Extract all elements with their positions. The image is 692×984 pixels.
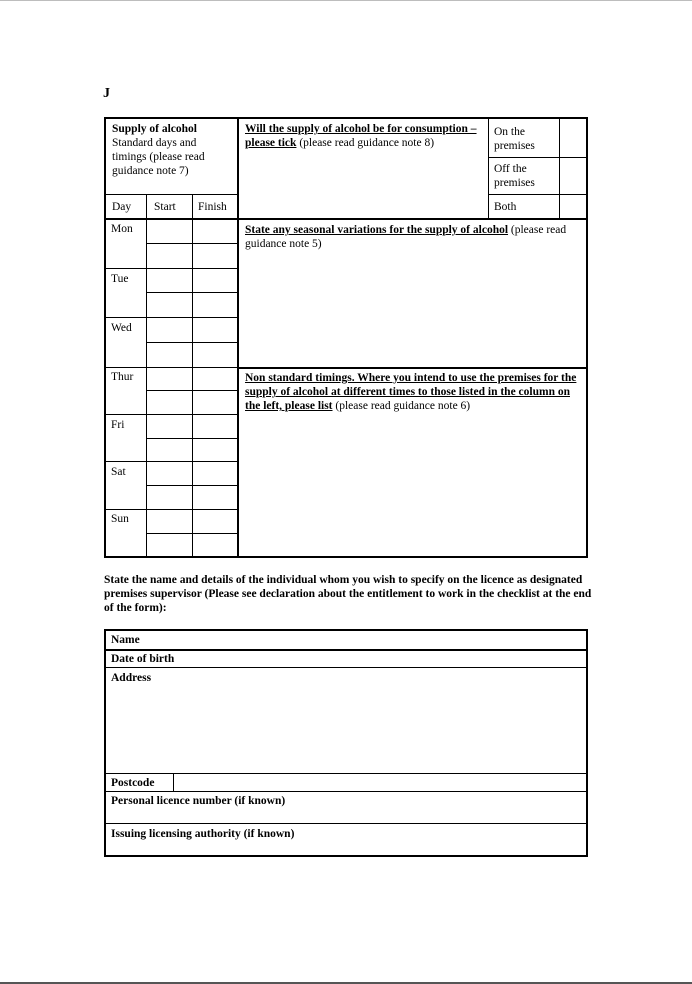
mon-start-cell[interactable] <box>147 220 192 268</box>
option-both-tickbox[interactable] <box>560 195 586 218</box>
header-rule-left <box>104 194 238 195</box>
section-letter: J <box>103 86 110 101</box>
wed-finish-cell[interactable] <box>193 318 237 367</box>
seasonal-variations-bold: State any seasonal variations for the supply of alcohol <box>245 224 509 236</box>
dps-rule <box>104 823 588 824</box>
table-border-top <box>104 117 588 119</box>
table-border-bottom <box>104 556 588 558</box>
name-label: Name <box>111 634 140 646</box>
seasonal-variations-note: (please read guidance note 5) <box>245 224 567 250</box>
fri-start-cell[interactable] <box>147 415 192 461</box>
dps-rule <box>104 791 588 792</box>
day-label-tue: Tue <box>111 273 129 285</box>
postcode-label: Postcode <box>111 777 155 789</box>
option-off-premises-label: Off the premises <box>494 163 535 189</box>
seasonal-variations-entry[interactable] <box>240 252 585 366</box>
day-label-sun: Sun <box>111 513 129 525</box>
table-border-right <box>586 117 588 558</box>
day-label-sat: Sat <box>111 466 126 478</box>
day-label-mon: Mon <box>111 223 133 235</box>
non-standard-timings-bold: Non standard timings. Where you intend to use the premises for the supply of alcohol at different times to those listed in the column on the left, please list <box>245 372 577 412</box>
tue-finish-cell[interactable] <box>193 269 237 317</box>
non-standard-timings-entry[interactable] <box>240 414 585 555</box>
option-off-premises-tickbox[interactable] <box>560 158 586 194</box>
dob-field[interactable] <box>190 651 585 667</box>
consumption-question <box>245 122 483 150</box>
table-divider-vertical <box>237 117 239 558</box>
mon-finish-cell[interactable] <box>193 220 237 268</box>
consumption-question-note: (please read guidance note 8) <box>296 137 435 149</box>
issuing-authority-field[interactable] <box>106 841 585 855</box>
supply-subtitle: Standard days and timings (please read guidance note 7) <box>112 137 205 177</box>
day-label-fri: Fri <box>111 419 125 431</box>
sat-start-cell[interactable] <box>147 462 192 509</box>
issuing-authority-label: Issuing licensing authority (if known) <box>111 828 295 840</box>
option-on-premises-label: On the premises <box>494 126 535 152</box>
name-field[interactable] <box>160 631 585 649</box>
day-label-wed: Wed <box>111 322 132 334</box>
page-top-edge <box>0 0 692 1</box>
day-label-thur: Thur <box>111 371 134 383</box>
dps-border-bottom <box>104 855 588 857</box>
fri-finish-cell[interactable] <box>193 415 237 461</box>
sun-start-cell[interactable] <box>147 510 192 556</box>
thur-start-cell[interactable] <box>147 368 192 414</box>
option-both-label: Both <box>494 201 517 213</box>
wed-start-cell[interactable] <box>147 318 192 367</box>
column-header-finish: Finish <box>198 201 227 213</box>
panel-divider <box>237 367 588 369</box>
sun-finish-cell[interactable] <box>193 510 237 556</box>
licence-number-label: Personal licence number (if known) <box>111 795 286 807</box>
non-standard-timings-note: (please read guidance note 6) <box>332 400 471 412</box>
address-label: Address <box>111 672 152 684</box>
consumption-question-bold: Will the supply of alcohol be for consumption – please tick <box>245 123 477 149</box>
licence-number-field[interactable] <box>106 808 585 823</box>
address-field[interactable] <box>106 686 585 772</box>
supply-title: Supply of alcohol <box>112 123 197 135</box>
seasonal-variations-prompt <box>245 223 580 251</box>
tue-start-cell[interactable] <box>147 269 192 317</box>
postcode-field[interactable] <box>174 774 585 791</box>
non-standard-timings-prompt <box>245 371 580 413</box>
column-header-day: Day <box>112 201 132 213</box>
thur-finish-cell[interactable] <box>193 368 237 414</box>
sat-finish-cell[interactable] <box>193 462 237 509</box>
dps-intro-text: State the name and details of the individual whom you wish to specify on the licence as designated premises supervisor (Please see declaration about the entitlement to work in the checklist at the end of the form): <box>104 574 592 614</box>
dps-rule <box>104 667 588 668</box>
option-on-premises-tickbox[interactable] <box>560 119 586 157</box>
dob-label: Date of birth <box>111 653 175 665</box>
column-header-start: Start <box>154 201 176 213</box>
options-divider-left <box>488 117 489 219</box>
table-border-left <box>104 117 106 558</box>
